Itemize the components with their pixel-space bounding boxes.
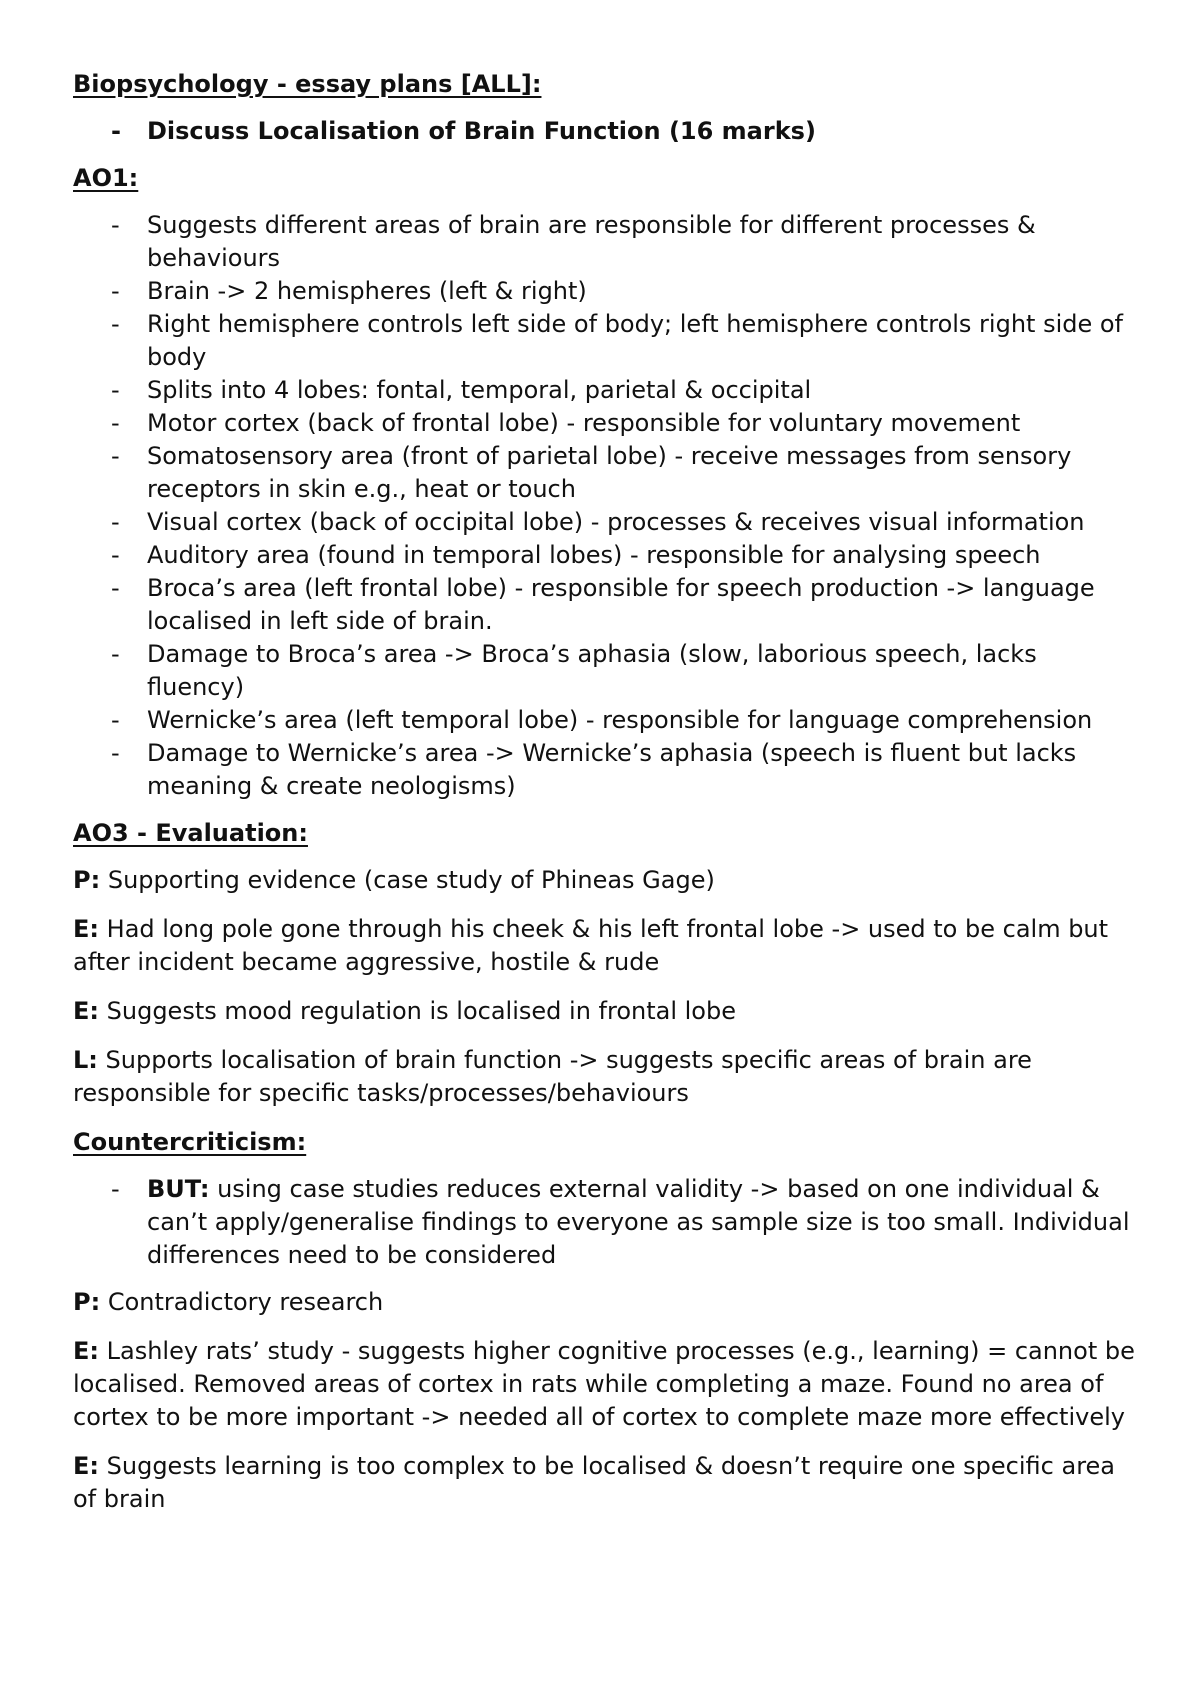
countercriticism-heading: Countercriticism: (73, 1128, 307, 1156)
evaluation-explanation (73, 1450, 1140, 1516)
ao1-points-list (73, 209, 1140, 803)
list-item: - Splits into 4 lobes: fontal, temporal, parietal & occipital (73, 374, 1140, 407)
point-label: BUT: (147, 1175, 210, 1203)
point-text: Had long pole gone through his cheek & his left frontal lobe -> used to be calm but after incident became aggressive, hostile & rude (73, 915, 1109, 976)
list-item: - Right hemisphere controls left side of body; left hemisphere controls right side of body (73, 308, 1140, 374)
list-item: - Damage to Wernicke’s area -> Wernicke’s aphasia (speech is fluent but lacks meaning & create neologisms) (73, 737, 1140, 803)
list-item: - Visual cortex (back of occipital lobe) - processes & receives visual information (73, 506, 1140, 539)
document-title: Biopsychology - essay plans [ALL]: (73, 70, 542, 98)
evaluation-point (73, 1286, 1140, 1319)
ao3-heading: AO3 - Evaluation: (73, 819, 308, 847)
point-text: Suggests mood regulation is localised in frontal lobe (106, 997, 736, 1025)
ao1-heading: AO1: (73, 164, 139, 192)
essay-question-list (73, 115, 1140, 148)
list-item (73, 1173, 1140, 1272)
countercriticism-list (73, 1173, 1140, 1272)
list-item: - Broca’s area (left frontal lobe) - responsible for speech production -> language localised in left side of brain. (73, 572, 1140, 638)
point-label: E: (73, 1337, 99, 1365)
evaluation-explanation (73, 913, 1140, 979)
point-text: Suggests learning is too complex to be localised & doesn’t require one specific area of brain (73, 1452, 1116, 1513)
list-item: - Suggests different areas of brain are responsible for different processes & behaviours (73, 209, 1140, 275)
list-item: - Auditory area (found in temporal lobes) - responsible for analysing speech (73, 539, 1140, 572)
list-item: - Wernicke’s area (left temporal lobe) - responsible for language comprehension (73, 704, 1140, 737)
point-label: E: (73, 997, 99, 1025)
point-text: Supports localisation of brain function -> suggests specific areas of brain are responsible for specific tasks/processes/behaviours (73, 1046, 1032, 1107)
evaluation-explanation (73, 995, 1140, 1028)
point-label: L: (73, 1046, 98, 1074)
evaluation-explanation (73, 1335, 1140, 1434)
list-item: - Damage to Broca’s area -> Broca’s aphasia (slow, laborious speech, lacks fluency) (73, 638, 1140, 704)
point-text: Lashley rats’ study - suggests higher cognitive processes (e.g., learning) = cannot be localised. Removed areas of cortex in rats while completing a maze. Found no area of cortex to be more important -> needed all of cortex to complete maze more effectively (73, 1337, 1135, 1431)
list-item: - Somatosensory area (front of parietal lobe) - receive messages from sensory receptors in skin e.g., heat or touch (73, 440, 1140, 506)
essay-question: - Discuss Localisation of Brain Function (16 marks) (73, 115, 1140, 148)
point-label: P: (73, 1288, 101, 1316)
list-item: - Motor cortex (back of frontal lobe) - responsible for voluntary movement (73, 407, 1140, 440)
point-text: using case studies reduces external validity -> based on one individual & can’t apply/generalise findings to everyone as sample size is too small. Individual differences need to be considered (147, 1175, 1130, 1269)
point-text: Contradictory research (107, 1288, 384, 1316)
point-label: E: (73, 1452, 99, 1480)
point-label: E: (73, 915, 99, 943)
evaluation-point (73, 864, 1140, 897)
point-text: Supporting evidence (case study of Phineas Gage) (107, 866, 715, 894)
evaluation-link (73, 1044, 1140, 1110)
point-label: P: (73, 866, 101, 894)
list-item: - Brain -> 2 hemispheres (left & right) (73, 275, 1140, 308)
